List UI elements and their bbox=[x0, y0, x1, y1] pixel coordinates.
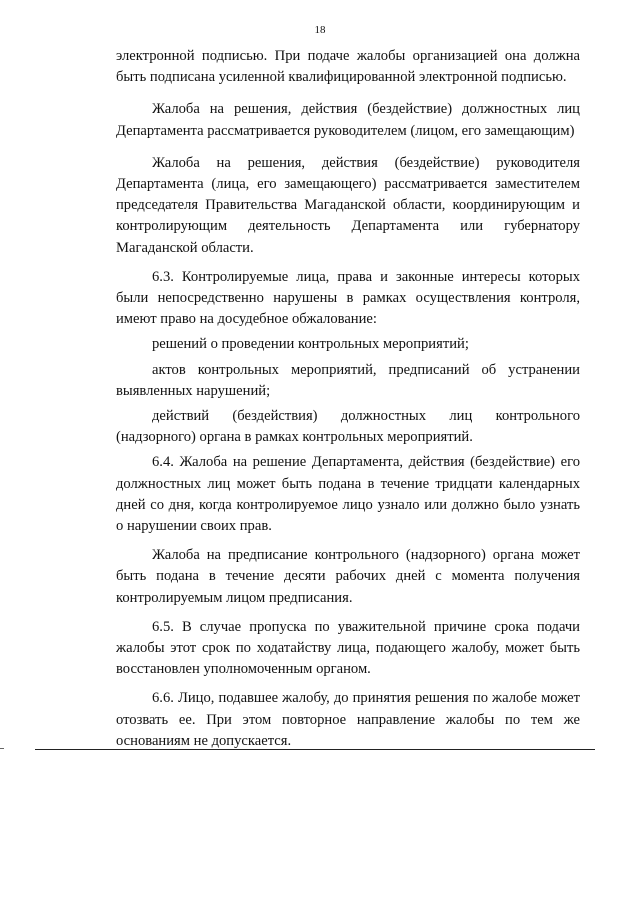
scan-edge-mark bbox=[0, 748, 4, 749]
list-item-actions: действий (бездействия) должностных лиц контрольного (надзорного) органа в рамках контрольных мероприятий. bbox=[116, 408, 580, 446]
page-number: 18 bbox=[314, 24, 326, 36]
paragraph-complaint-head: Жалоба на решения, действия (бездействие) руководителя Департамента (лица, его замещающего) рассматривается заместителем председателя Правительства Магаданской области, координирующим и контролирующим деятельность Департамента или губернатору Магаданской области. bbox=[116, 154, 580, 256]
document-body bbox=[116, 46, 580, 752]
list-item-acts: актов контрольных мероприятий, предписаний об устранении выявленных нарушений; bbox=[116, 361, 580, 399]
horizontal-rule bbox=[35, 749, 595, 750]
paragraph-prescription-complaint: Жалоба на предписание контрольного (надзорного) органа может быть подана в течение десяти рабочих дней с момента получения контролируемым лицом предписания. bbox=[116, 547, 580, 606]
paragraph-6-3: 6.3. Контролируемые лица, права и законные интересы которых были непосредственно нарушены в рамках осуществления контроля, имеют право на досудебное обжалование: bbox=[116, 268, 580, 328]
paragraph-signature-continuation: электронной подписью. При подаче жалобы организацией она должна быть подписана усиленной квалифицированной электронной подписью. bbox=[116, 48, 580, 86]
paragraph-complaint-officials: Жалоба на решения, действия (бездействие) должностных лиц Департамента рассматривается руководителем (лицом, его замещающим) bbox=[116, 101, 580, 139]
paragraph-6-5: 6.5. В случае пропуска по уважительной причине срока подачи жалобы этот срок по ходатайству лица, подающего жалобу, может быть восстановлен уполномоченным органом. bbox=[116, 618, 580, 678]
list-item-decisions: решений о проведении контрольных мероприятий; bbox=[152, 336, 469, 353]
paragraph-6-4: 6.4. Жалоба на решение Департамента, действия (бездействие) его должностных лиц может быть подана в течение тридцати календарных дней со дня, когда контролируемое лицо узнало или должно было узнать о нарушении своих прав. bbox=[116, 454, 580, 535]
paragraph-6-6: 6.6. Лицо, подавшее жалобу, до принятия решения по жалобе может отозвать ее. При этом повторное направление жалобы по тем же основаниям не допускается. bbox=[116, 690, 580, 749]
